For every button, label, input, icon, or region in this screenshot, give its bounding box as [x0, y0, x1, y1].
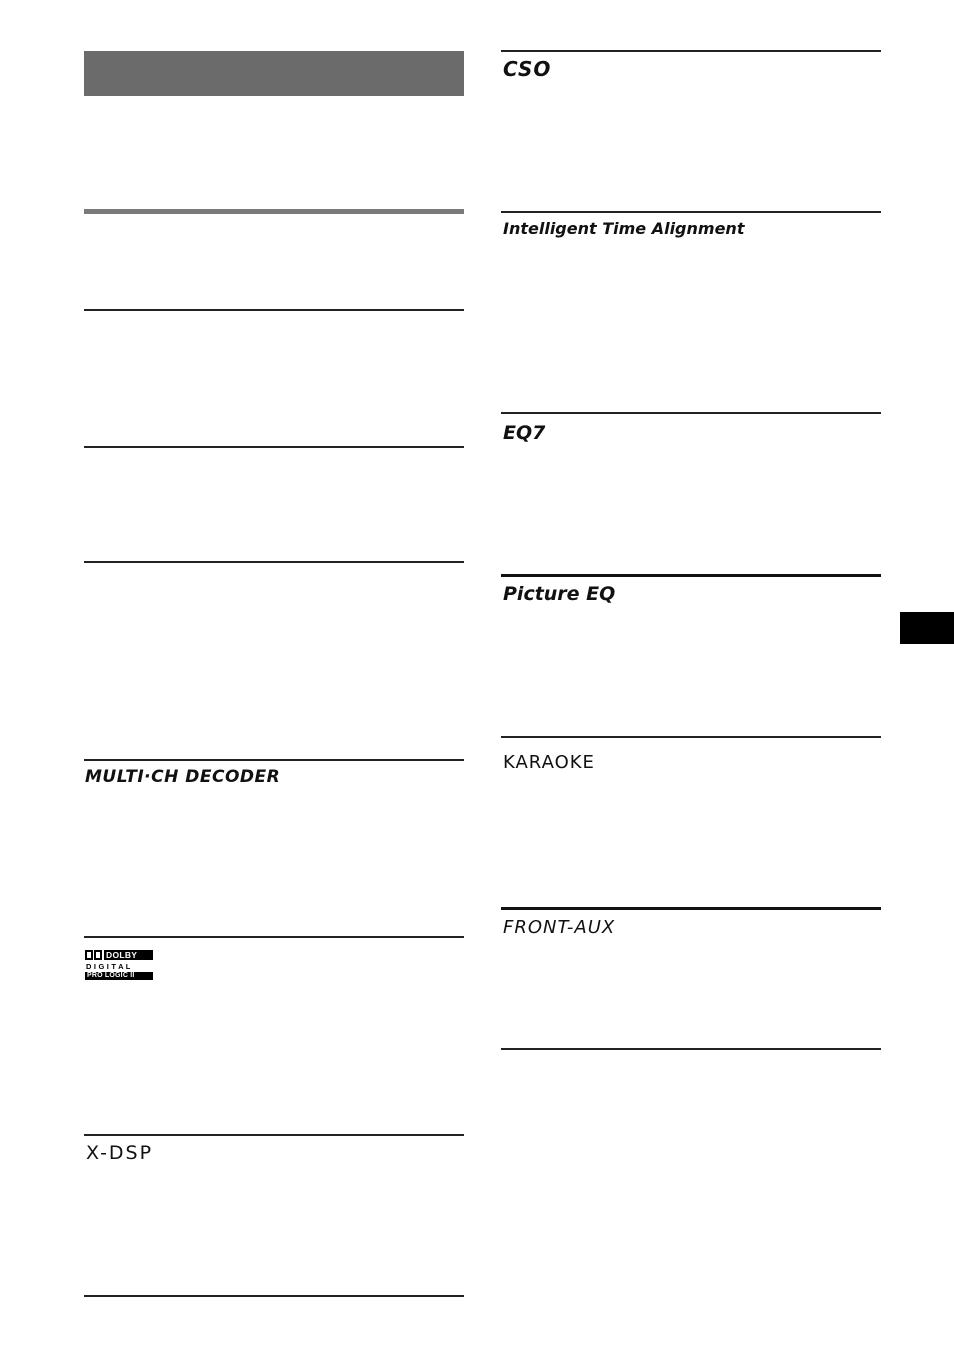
- dolby-logo: [85, 950, 153, 980]
- multi-ch-decoder-logo: MULTI·CH DECODER: [85, 767, 281, 787]
- divider: [501, 907, 881, 910]
- karaoke-logo: KARAOKE: [503, 752, 595, 773]
- picture-eq-logo: Picture EQ: [503, 583, 616, 605]
- divider: [84, 1295, 464, 1297]
- divider: [84, 446, 464, 448]
- divider: [84, 309, 464, 311]
- dolby-pro-logic: PRO LOGIC II: [87, 972, 135, 979]
- divider: [84, 561, 464, 563]
- front-aux-logo: FRONT-AUX: [503, 917, 616, 938]
- dolby-digital: D I G I T A L: [86, 962, 131, 971]
- cso-logo: CSO: [503, 57, 552, 81]
- divider: [501, 412, 881, 414]
- header-bar: [84, 51, 464, 96]
- x-dsp-logo: X-DSP: [86, 1142, 154, 1164]
- section-bar: [84, 209, 464, 214]
- divider: [84, 936, 464, 938]
- divider: [501, 211, 881, 213]
- intelligent-time-alignment-logo: Intelligent Time Alignment: [503, 219, 745, 238]
- eq7-logo: EQ7: [503, 422, 546, 444]
- divider: [501, 574, 881, 577]
- divider: [84, 759, 464, 761]
- dolby-word: DOLBY: [106, 950, 138, 960]
- side-tab: [900, 612, 954, 644]
- divider: [501, 736, 881, 738]
- divider: [84, 1134, 464, 1136]
- divider: [501, 1048, 881, 1050]
- divider: [501, 50, 881, 52]
